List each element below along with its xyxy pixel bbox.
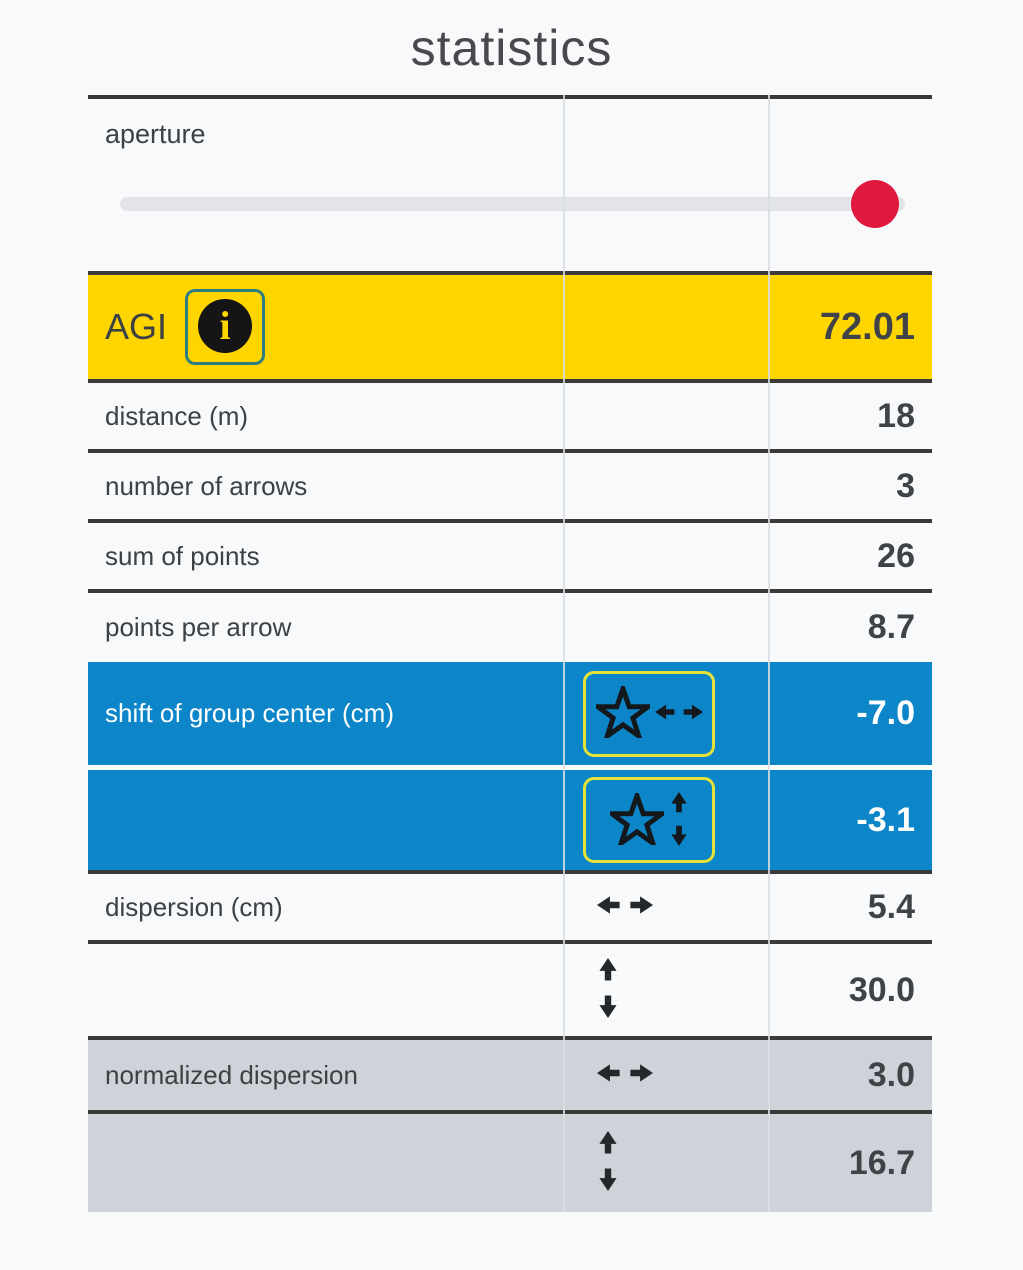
svg-text:i: i — [219, 302, 231, 348]
horizontal-arrows-icon — [597, 1062, 653, 1089]
shift-vertical-value: -3.1 — [856, 800, 915, 839]
points-per-arrow-row — [88, 593, 932, 662]
dispersion-vertical-row — [88, 944, 932, 1040]
aperture-slider[interactable] — [88, 99, 932, 271]
dispersion-vertical-value: 30.0 — [848, 970, 915, 1009]
agi-label-cell — [88, 289, 565, 365]
agi-row — [88, 275, 932, 383]
horizontal-arrows-icon — [655, 702, 703, 725]
star-icon — [610, 793, 664, 848]
info-icon — [196, 297, 254, 358]
sum-of-points-label: sum of points — [105, 540, 260, 571]
points-per-arrow-value: 8.7 — [867, 608, 915, 646]
star-icon — [596, 686, 650, 741]
vertical-arrows-icon — [597, 1131, 619, 1196]
points-per-arrow-label: points per arrow — [105, 612, 292, 642]
shift-horizontal-row — [88, 662, 932, 770]
horizontal-arrows-icon — [597, 894, 653, 921]
shift-vertical-row — [88, 770, 932, 874]
vertical-arrows-icon — [597, 958, 619, 1023]
distance-label: distance (m) — [105, 400, 249, 431]
number-of-arrows-value: 3 — [896, 466, 915, 505]
shift-vertical-button[interactable] — [583, 777, 715, 863]
shift-horizontal-button[interactable] — [583, 671, 715, 757]
normalized-dispersion-label: normalized dispersion — [105, 1059, 358, 1090]
shift-horizontal-value: -7.0 — [856, 694, 915, 732]
dispersion-horizontal-value: 5.4 — [867, 887, 915, 926]
normalized-dispersion-vertical-value: 16.7 — [848, 1143, 915, 1182]
sum-of-points-value: 26 — [877, 536, 915, 575]
normalized-dispersion-horizontal-row — [88, 1040, 932, 1114]
page-title: statistics — [410, 19, 613, 76]
distance-row — [88, 383, 932, 453]
dispersion-label: dispersion (cm) — [105, 891, 283, 922]
dispersion-horizontal-row — [88, 874, 932, 944]
normalized-dispersion-vertical-row — [88, 1114, 932, 1212]
agi-info-button[interactable] — [185, 289, 265, 365]
number-of-arrows-row — [88, 453, 932, 523]
agi-value: 72.01 — [819, 305, 915, 348]
aperture-label: aperture — [105, 119, 206, 149]
shift-label: shift of group center (cm) — [105, 698, 394, 728]
vertical-arrows-icon — [669, 792, 689, 849]
aperture-row — [88, 99, 932, 275]
slider-track[interactable] — [120, 197, 905, 211]
sum-of-points-row — [88, 523, 932, 593]
distance-value: 18 — [877, 396, 915, 435]
statistics-table — [88, 95, 932, 1212]
number-of-arrows-label: number of arrows — [105, 470, 308, 501]
normalized-dispersion-horizontal-value: 3.0 — [867, 1055, 915, 1094]
slider-thumb[interactable] — [851, 180, 899, 228]
agi-label: AGI — [105, 306, 168, 347]
